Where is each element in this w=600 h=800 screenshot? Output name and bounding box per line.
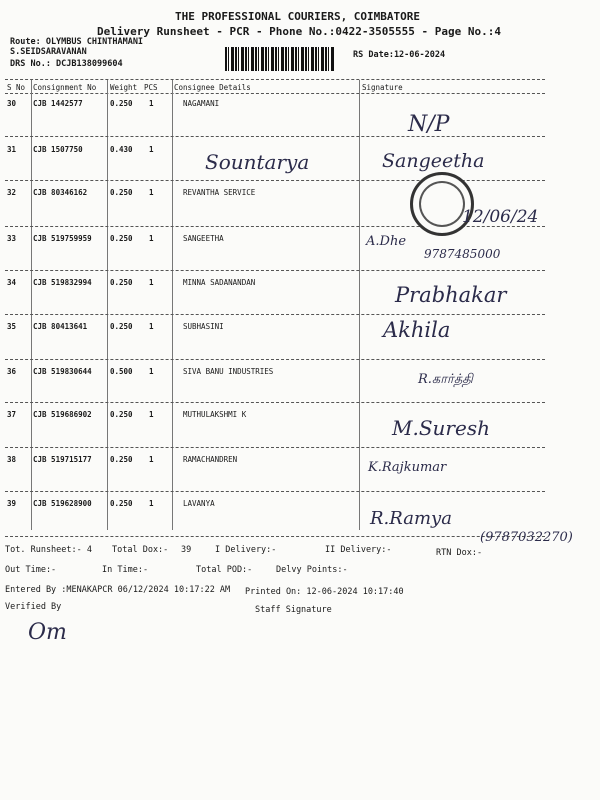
row-consignee: SANGEETHA xyxy=(183,234,224,243)
col-consignee: Consignee Details xyxy=(174,83,251,92)
row-consignee: MUTHULAKSHMI K xyxy=(183,410,247,419)
company-title: THE PROFESSIONAL COURIERS, COIMBATORE xyxy=(175,10,421,23)
row-weight: 0.250 xyxy=(110,278,133,287)
row-weight: 0.250 xyxy=(110,99,133,108)
row-rule xyxy=(5,270,545,271)
rs-date: RS Date:12-06-2024 xyxy=(353,50,446,60)
total-dox-label: Total Dox:- xyxy=(112,545,169,555)
out-time: Out Time:- xyxy=(5,565,57,575)
col-divider xyxy=(172,80,173,530)
ii-delivery: II Delivery:- xyxy=(325,545,392,555)
row-pcs: 1 xyxy=(149,188,154,197)
handwritten-name: Sountarya xyxy=(205,150,310,174)
signature-row36: R.கார்த்தி xyxy=(418,372,473,387)
row-weight: 0.500 xyxy=(110,367,133,376)
signature-row39: R.Ramya xyxy=(370,508,452,529)
total-pod: Total POD:- xyxy=(196,565,253,575)
signature-row33: A.Dhe xyxy=(366,234,407,249)
drs-number: DRS No.: DCJB138099604 xyxy=(10,59,123,69)
row-sno: 36 xyxy=(7,367,17,376)
row-consignment: CJB 519628900 xyxy=(33,499,92,508)
row-sno: 33 xyxy=(7,234,17,243)
printed-on: Printed On: 12-06-2024 10:17:40 xyxy=(245,587,404,597)
row-sno: 35 xyxy=(7,322,17,331)
col-consignment: Consignment No xyxy=(33,83,97,92)
row-consignee: REVANTHA SERVICE xyxy=(183,188,256,197)
row-pcs: 1 xyxy=(149,410,154,419)
row-consignment: CJB 519759959 xyxy=(33,234,92,243)
col-divider xyxy=(359,80,360,530)
total-dox-value: 39 xyxy=(181,545,192,555)
row-consignment: CJB 519715177 xyxy=(33,455,92,464)
row-weight: 0.250 xyxy=(110,455,133,464)
row-consignment: CJB 519832994 xyxy=(33,278,92,287)
row-consignee: MINNA SADANANDAN xyxy=(183,278,256,287)
i-delivery: I Delivery:- xyxy=(215,545,277,555)
row-consignment: CJB 80413641 xyxy=(33,322,88,331)
signature-row31: Sangeetha xyxy=(382,150,485,172)
row-weight: 0.250 xyxy=(110,410,133,419)
row-weight: 0.250 xyxy=(110,322,133,331)
row-rule xyxy=(5,314,545,315)
row-pcs: 1 xyxy=(149,234,154,243)
table-header-rule xyxy=(5,93,545,94)
handwritten-phone: 9787485000 xyxy=(424,247,501,261)
row-pcs: 1 xyxy=(149,278,154,287)
route: Route: OLYMBUS CHINTHAMANI xyxy=(10,37,144,47)
row-consignment: CJB 1442577 xyxy=(33,99,83,108)
barcode xyxy=(225,47,335,71)
row-consignment: CJB 1507750 xyxy=(33,145,83,154)
row-consignee: NAGAMANI xyxy=(183,99,220,108)
row-rule xyxy=(5,491,545,492)
runsheet-title: Delivery Runsheet - PCR - Phone No.:0422-3505555 - Page No.:4 xyxy=(97,25,501,38)
signature-row38: K.Rajkumar xyxy=(368,460,447,475)
signature-row35: Akhila xyxy=(383,318,451,342)
row-rule xyxy=(5,536,545,537)
entered-by: Entered By :MENAKAPCR 06/12/2024 10:17:22 AM xyxy=(5,585,231,595)
in-time: In Time:- xyxy=(102,565,149,575)
row-pcs: 1 xyxy=(149,145,154,154)
row-pcs: 1 xyxy=(149,99,154,108)
col-weight: Weight xyxy=(110,83,138,92)
row-consignee: LAVANYA xyxy=(183,499,215,508)
row-weight: 0.250 xyxy=(110,499,133,508)
verified-signature: Om xyxy=(28,620,67,645)
row-sno: 34 xyxy=(7,278,17,287)
row-sno: 31 xyxy=(7,145,17,154)
row-consignment: CJB 80346162 xyxy=(33,188,88,197)
row-consignment: CJB 519686902 xyxy=(33,410,92,419)
table-top-rule xyxy=(5,79,545,80)
row-sno: 37 xyxy=(7,410,17,419)
staff-name: S.SEIDSARAVANAN xyxy=(10,47,87,57)
row-sno: 32 xyxy=(7,188,17,197)
row-consignee: SIVA BANU INDUSTRIES xyxy=(183,367,274,376)
row-pcs: 1 xyxy=(149,367,154,376)
handwritten-np: N/P xyxy=(408,112,450,137)
row-weight: 0.250 xyxy=(110,188,133,197)
row-sno: 30 xyxy=(7,99,17,108)
staff-signature-label: Staff Signature xyxy=(255,605,332,615)
col-divider xyxy=(107,80,108,530)
row-pcs: 1 xyxy=(149,499,154,508)
row-weight: 0.250 xyxy=(110,234,133,243)
col-sno: S No xyxy=(7,83,26,92)
verified-by: Verified By xyxy=(5,602,62,612)
row-consignment: CJB 519830644 xyxy=(33,367,92,376)
tot-runsheet: Tot. Runsheet:- 4 xyxy=(5,545,92,555)
row-sno: 39 xyxy=(7,499,17,508)
col-signature: Signature xyxy=(362,83,403,92)
row-consignee: RAMACHANDREN xyxy=(183,455,238,464)
row-rule xyxy=(5,359,545,360)
signature-row34: Prabhakar xyxy=(395,283,507,307)
row-sno: 38 xyxy=(7,455,17,464)
row-consignee: SUBHASINI xyxy=(183,322,224,331)
row-pcs: 1 xyxy=(149,455,154,464)
row-pcs: 1 xyxy=(149,322,154,331)
row-rule xyxy=(5,136,545,137)
col-pcs: PCS xyxy=(144,83,158,92)
col-divider xyxy=(31,80,32,530)
handwritten-phone: (9787032270) xyxy=(480,530,573,545)
delvy-points: Delvy Points:- xyxy=(276,565,348,575)
row-rule xyxy=(5,402,545,403)
row-rule xyxy=(5,447,545,448)
rtn-dox: RTN Dox:- xyxy=(436,548,483,558)
row-weight: 0.430 xyxy=(110,145,133,154)
signature-row37: M.Suresh xyxy=(392,416,490,440)
handwritten-date: 12/06/24 xyxy=(462,207,539,227)
